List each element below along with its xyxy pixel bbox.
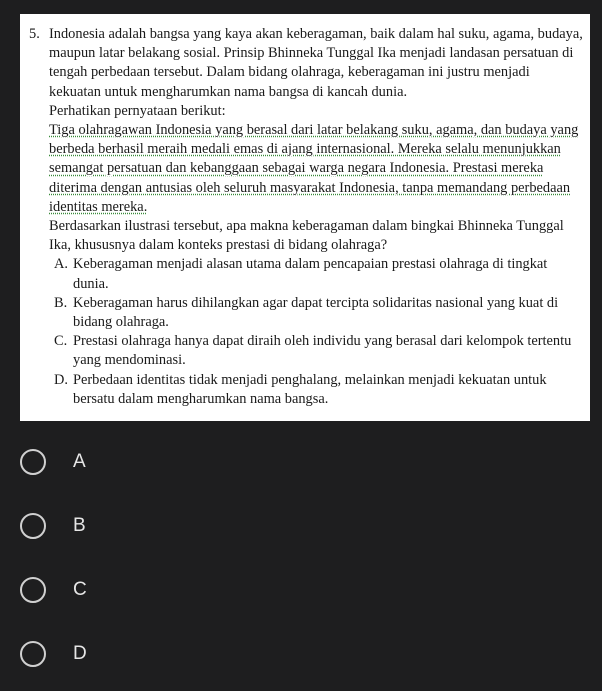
question-illustration: Tiga olahragawan Indonesia yang berasal dari latar belakang suku, agama, dan budaya yang berbeda berhasil meraih medali emas di ajang internasional. Mereka selalu menunjukkan semangat persatuan dan kebanggaan sebagai warga negara Indonesia. Prestasi mereka diterima dengan antusias oleh seluruh masyarakat Indonesia, tanpa memandang perbedaan identitas mereka. — [49, 122, 579, 215]
question-ask: Berdasarkan ilustrasi tersebut, apa makna keberagaman dalam bingkai Bhinneka Tunggal Ika, khususnya dalam konteks prestasi di bidang olahraga? — [49, 218, 564, 254]
question-option-c — [49, 332, 584, 370]
question-options — [49, 255, 584, 409]
answer-choices — [0, 430, 602, 686]
radio-button[interactable] — [20, 513, 46, 539]
option-letter: D. — [54, 371, 68, 388]
radio-button[interactable] — [20, 577, 46, 603]
question-option-b — [49, 294, 584, 332]
question-option-a — [49, 255, 584, 293]
question-number: 5. — [29, 26, 40, 42]
option-text: Perbedaan identitas tidak menjadi penghalang, melainkan menjadi kekuatan untuk bersatu dalam mengharumkan nama bangsa. — [73, 371, 547, 407]
answer-choice-d[interactable] — [0, 622, 602, 686]
answer-label: C — [73, 579, 87, 600]
answer-choice-b[interactable] — [0, 494, 602, 558]
option-letter: A. — [54, 256, 68, 273]
answer-label: D — [73, 643, 87, 664]
radio-button[interactable] — [20, 449, 46, 475]
question-body — [49, 25, 584, 409]
answer-choice-c[interactable] — [0, 558, 602, 622]
question-prompt: Perhatikan pernyataan berikut: — [49, 102, 226, 119]
answer-choice-a[interactable] — [0, 430, 602, 494]
option-text: Keberagaman menjadi alasan utama dalam pencapaian prestasi olahraga di tingkat dunia. — [73, 256, 548, 292]
question-row — [29, 25, 584, 409]
question-intro: Indonesia adalah bangsa yang kaya akan keberagaman, baik dalam hal suku, agama, budaya, maupun latar belakang sosial. Prinsip Bhinneka Tunggal Ika menjadi landasan persatuan di tengah perbedaan tersebut. Dalam bidang olahraga, keberagaman ini justru menjadi kekuatan untuk mengharumkan nama bangsa di kancah dunia. — [49, 26, 583, 100]
option-text: Keberagaman harus dihilangkan agar dapat tercipta solidaritas nasional yang kuat di bidang olahraga. — [73, 294, 559, 331]
answer-label: B — [73, 515, 86, 536]
question-card — [20, 14, 590, 421]
option-letter: B. — [54, 294, 68, 311]
answer-label: A — [73, 451, 86, 472]
radio-button[interactable] — [20, 641, 46, 667]
option-letter: C. — [54, 333, 68, 350]
option-text: Prestasi olahraga hanya dapat diraih oleh individu yang berasal dari kelompok tertentu yang mendominasi. — [73, 333, 572, 369]
question-option-d — [49, 371, 584, 409]
